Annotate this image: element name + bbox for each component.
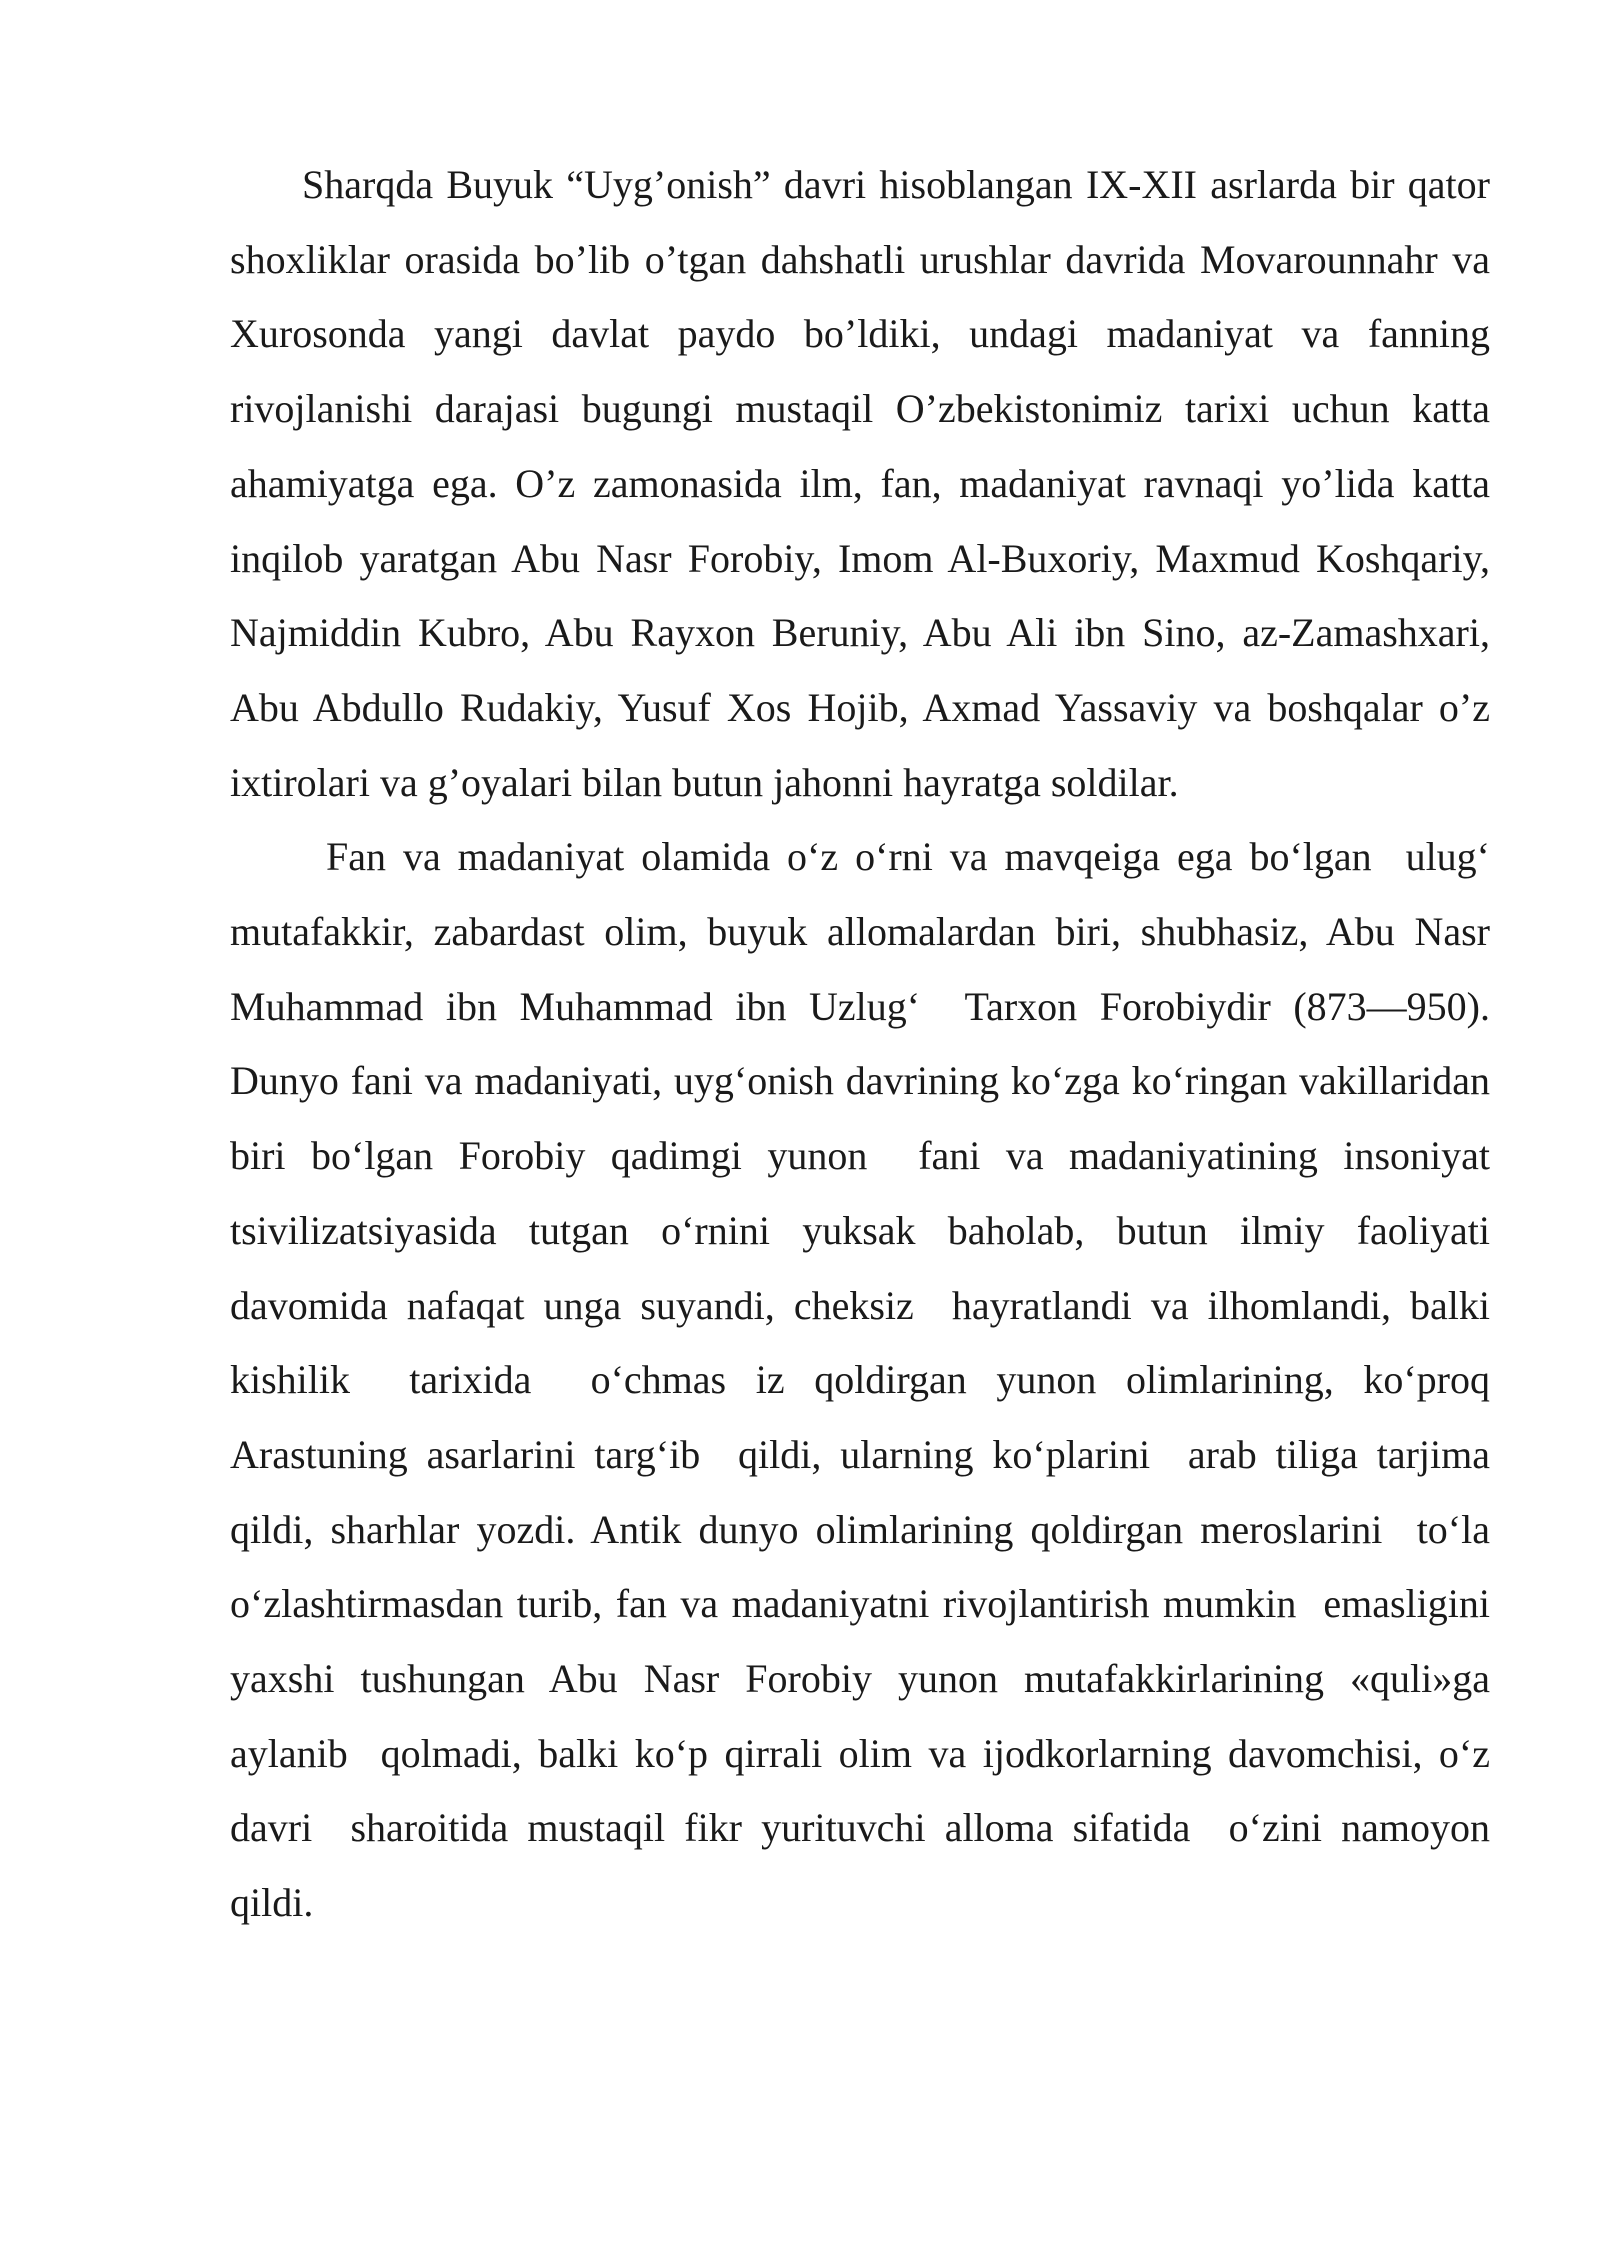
document-body	[230, 148, 1510, 1941]
paragraph-sharqda-buyuk-uygonish: Sharqda Buyuk “Uyg’onish” davri hisoblangan IX-XII asrlarda bir qator shoxliklar orasida bo’lib o’tgan dahshatli urushlar davrida Movarounnahr va Xurosonda yangi davlat paydo bo’ldiki, undagi madaniyat va fanning rivojlanishi darajasi bugungi mustaqil O’zbekistonimiz tarixi uchun katta ahamiyatga ega. O’z zamonasida ilm, fan, madaniyat ravnaqi yo’lida katta inqilob yaratgan Abu Nasr Forobiy, Imom Al-Buxoriy, Maxmud Koshqariy, Najmiddin Kubro, Abu Rayxon Beruniy, Abu Ali ibn Sino, az-Zamashxari, Abu Abdullo Rudakiy, Yusuf Xos Hojib, Axmad Yassaviy va boshqalar o’z ixtirolari va g’oyalari bilan butun jahonni hayratga soldilar.	[230, 162, 1500, 805]
paragraph-fan-va-madaniyat-forobiy: Fan va madaniyat olamida o‘z o‘rni va mavqeiga ega bo‘lgan ulug‘ mutafakkir, zabardast olim, buyuk allomalardan biri, shubhasiz, Abu Nasr Muhammad ibn Muhammad ibn Uzlug‘ Tarxon Forobiydir (873—950). Dunyo fani va madaniyati, uyg‘onish davrining ko‘zga ko‘ringan vakillaridan biri bo‘lgan Forobiy qadimgi yunon fani va madaniyatining insoniyat tsivilizatsiyasida tutgan o‘rnini yuksak baholab, butun ilmiy faoliyati davomida nafaqat unga suyandi, cheksiz hayratlandi va ilhomlandi, balki kishilik tarixida o‘chmas iz qoldirgan yunon olimlarining, ko‘proq Arastuning asarlarini targ‘ib qildi, ularning ko‘plarini arab tiliga tarjima qildi, sharhlar yozdi. Antik dunyo olimlarining qoldirgan meroslarini to‘la o‘zlashtirmasdan turib, fan va madaniyatni rivojlantirish mumkin emasligini yaxshi tushungan Abu Nasr Forobiy yunon mutafakkirlarining «quli»ga aylanib qolmadi, balki ko‘p qirrali olim va ijodkorlarning davomchisi, o‘z davri sharoitida mustaqil fikr yurituvchi alloma sifatida o‘zini namoyon qildi.	[230, 834, 1510, 1926]
